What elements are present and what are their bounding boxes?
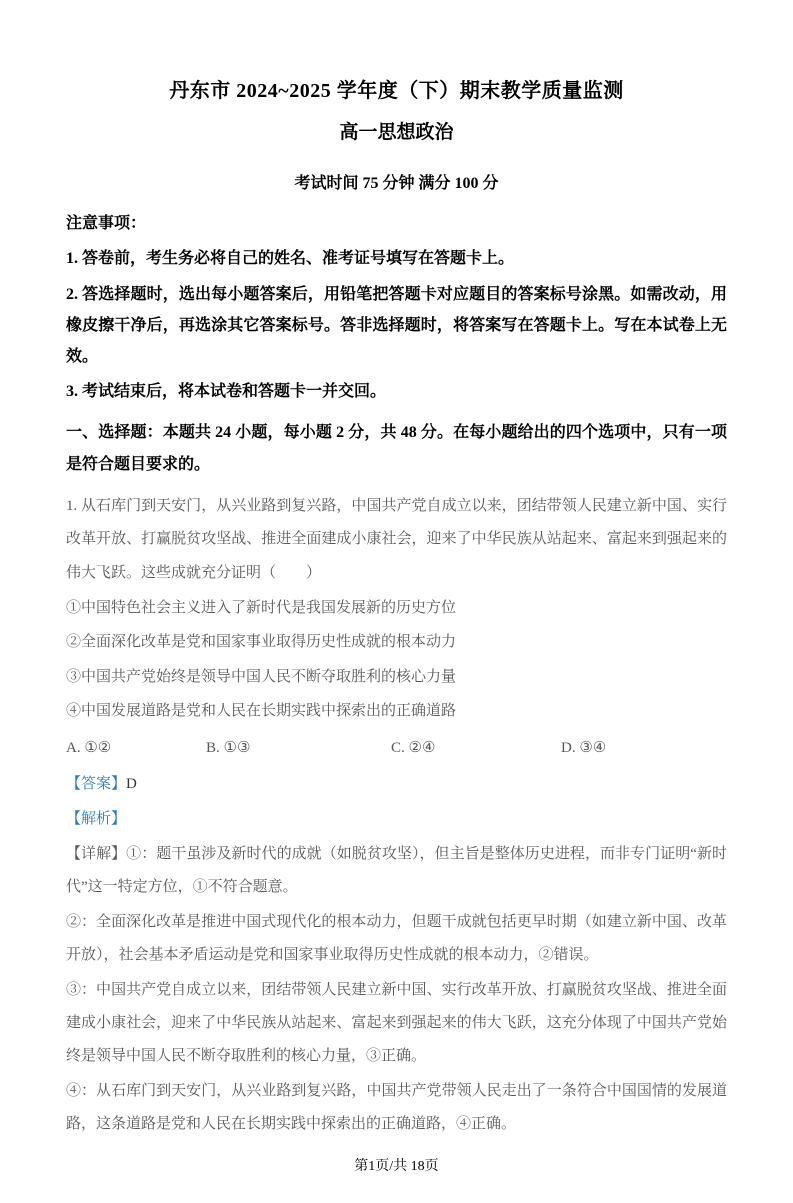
analysis-line: [66, 802, 727, 837]
option-a: A. ①②: [66, 739, 112, 756]
question-1-statement-4: ④中国发展道路是党和人民在长期实践中探索出的正确道路: [66, 703, 457, 720]
question-1-statement-2: ②全面深化改革是党和国家事业取得历史性成就的根本动力: [66, 634, 457, 651]
answer-value: D: [126, 776, 137, 793]
notice-item-3: 3. 考试结束后，将本试卷和答题卡一并交回。: [66, 383, 387, 401]
option-c: C. ②④: [391, 739, 436, 756]
notice-heading: 注意事项：: [66, 215, 147, 232]
answer-line: [66, 767, 727, 802]
section-heading-choice-questions: 一、选择题：本题共 24 小题，每小题 2 分，共 48 分。在每小题给出的四个选项中，只有一项是符合题目要求的。: [66, 424, 727, 473]
question-1-stem: 1. 从石库门到天安门，从兴业路到复兴路，中国共产党自成立以来，团结带领人民建立新中国、实行改革开放、打赢脱贫攻坚战、推进全面建成小康社会，迎来了中华民族从站起来、富起来到强起来的伟大飞跃。这些成就充分证明（ ）: [66, 497, 727, 582]
notice-item-1: 1. 答卷前，考生务必将自己的姓名、准考证号填写在答题卡上。: [66, 250, 515, 268]
detail-paragraph-2: ②：全面深化改革是推进中国式现代化的根本动力，但题干成就包括更早时期（如建立新中国、改革开放），社会基本矛盾运动是党和国家事业取得历史性成就的根本动力，②错误。: [66, 914, 727, 964]
option-b: B. ①③: [206, 739, 251, 756]
notice-item-2: 2. 答选择题时，选出每小题答案后，用铅笔把答题卡对应题目的答案标号涂黑。如需改动，用橡皮擦干净后，再选涂其它答案标号。答非选择题时，将答案写在答题卡上。写在本试卷上无效。: [66, 285, 727, 365]
question-1-statement-1: ①中国特色社会主义进入了新时代是我国发展新的历史方位: [66, 599, 457, 616]
question-1-statement-3: ③中国共产党始终是领导中国人民不断夺取胜利的核心力量: [66, 668, 457, 685]
exam-time-score-meta: 考试时间 75 分钟 满分 100 分: [294, 175, 499, 192]
exam-subject-title: 高一思想政治: [339, 122, 454, 143]
detail-paragraph-4: ④：从石库门到天安门，从兴业路到复兴路，中国共产党带领人民走出了一条符合中国国情的发展道路，这条道路是党和人民在长期实践中探索出的正确道路，④正确。: [66, 1083, 727, 1133]
question-1-options: [66, 731, 727, 766]
exam-title: 丹东市 2024~2025 学年度（下）期末教学质量监测: [169, 80, 624, 102]
analysis-tag: 【解析】: [66, 810, 127, 827]
detail-paragraph-1-text: ①：题干虽涉及新时代的成就（如脱贫攻坚），但主旨是整体历史进程，而非专门证明“新时代”这一特定方位，①不符合题意。: [66, 846, 727, 896]
page-number-footer: 第1页/共 18页: [354, 1159, 439, 1175]
answer-tag: 【答案】: [66, 776, 127, 793]
detail-tag: 【详解】: [66, 846, 127, 863]
detail-paragraph-1: [66, 838, 727, 904]
detail-paragraph-3: ③：中国共产党自成立以来，团结带领人民建立新中国、实行改革开放、打赢脱贫攻坚战、推进全面建成小康社会，迎来了中华民族从站起来、富起来到强起来的伟大飞跃，这充分体现了中国共产党始终是领导中国人民不断夺取胜利的核心力量，③正确。: [66, 982, 727, 1065]
option-d: D. ③④: [561, 739, 607, 756]
